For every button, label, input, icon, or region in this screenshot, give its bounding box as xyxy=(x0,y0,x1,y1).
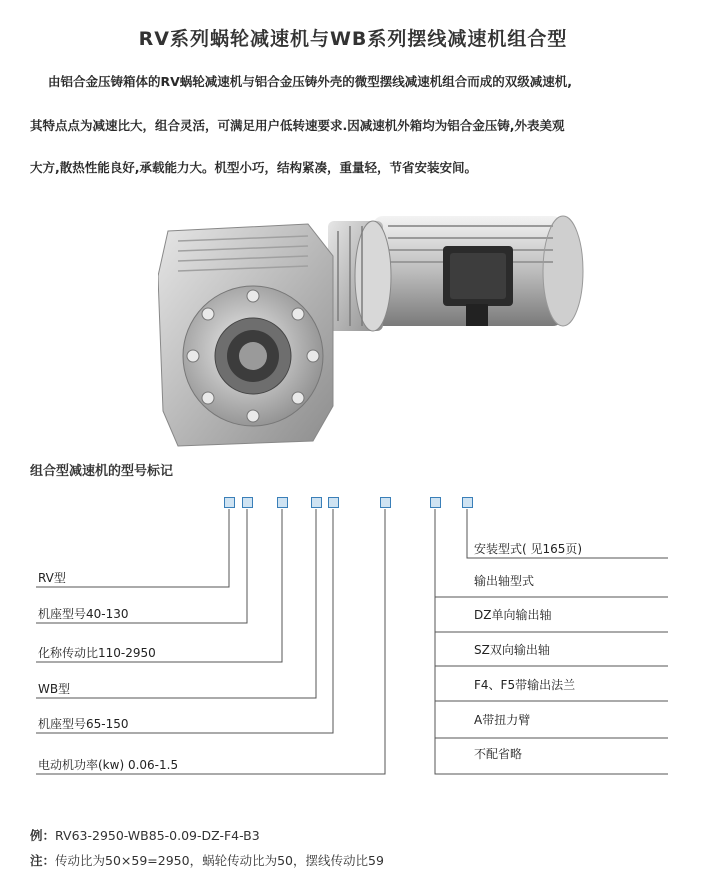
label-dz-single-shaft: DZ单向输出轴 xyxy=(474,608,552,622)
page-title: RV系列蜗轮减速机与WB系列摆线减速机组合型 xyxy=(138,28,568,50)
label-sz-double-shaft: SZ双向输出轴 xyxy=(474,643,550,657)
label-rv-frame-size: 机座型号40-130 xyxy=(38,607,129,621)
label-motor-power: 电动机功率(kw) 0.06-1.5 xyxy=(38,758,179,772)
label-omit-if-none: 不配省略 xyxy=(474,747,523,761)
example-value: RV63-2950-WB85-0.09-DZ-F4-B3 xyxy=(55,828,260,843)
label-wb-type: WB型 xyxy=(38,682,71,696)
label-torque-arm: A带扭力臂 xyxy=(474,713,531,727)
label-mounting-type: 安装型式( 见165页) xyxy=(474,542,583,556)
note-label: 注： xyxy=(30,853,56,868)
example-line xyxy=(30,826,260,844)
intro-line-2: 其特点点为减速比大，组合灵活，可满足用户低转速要求.因减速机外箱均为铝合金压铸,外表美观 xyxy=(30,118,565,133)
label-rv-type: RV型 xyxy=(38,571,66,585)
model-section-heading: 组合型减速机的型号标记 xyxy=(30,464,174,479)
intro-line-1: 由铝合金压铸箱体的RV蜗轮减速机与铝合金压铸外壳的微型摆线减速机组合而成的双级减速机, xyxy=(48,74,573,89)
label-output-shaft-type: 输出轴型式 xyxy=(474,574,535,588)
label-nominal-ratio: 化称传动比110-2950 xyxy=(38,646,156,660)
label-output-flange: F4、F5带输出法兰 xyxy=(474,678,576,692)
note-line xyxy=(30,851,384,869)
note-value: 传动比为50×59=2950，蜗轮传动比为50，摆线传动比59 xyxy=(55,853,384,868)
intro-line-3: 大方,散热性能良好,承载能力大。机型小巧，结构紧凑，重量轻，节省安装安间。 xyxy=(30,160,477,175)
label-wb-frame-size: 机座型号65-150 xyxy=(38,717,129,731)
example-label: 例： xyxy=(30,828,56,843)
